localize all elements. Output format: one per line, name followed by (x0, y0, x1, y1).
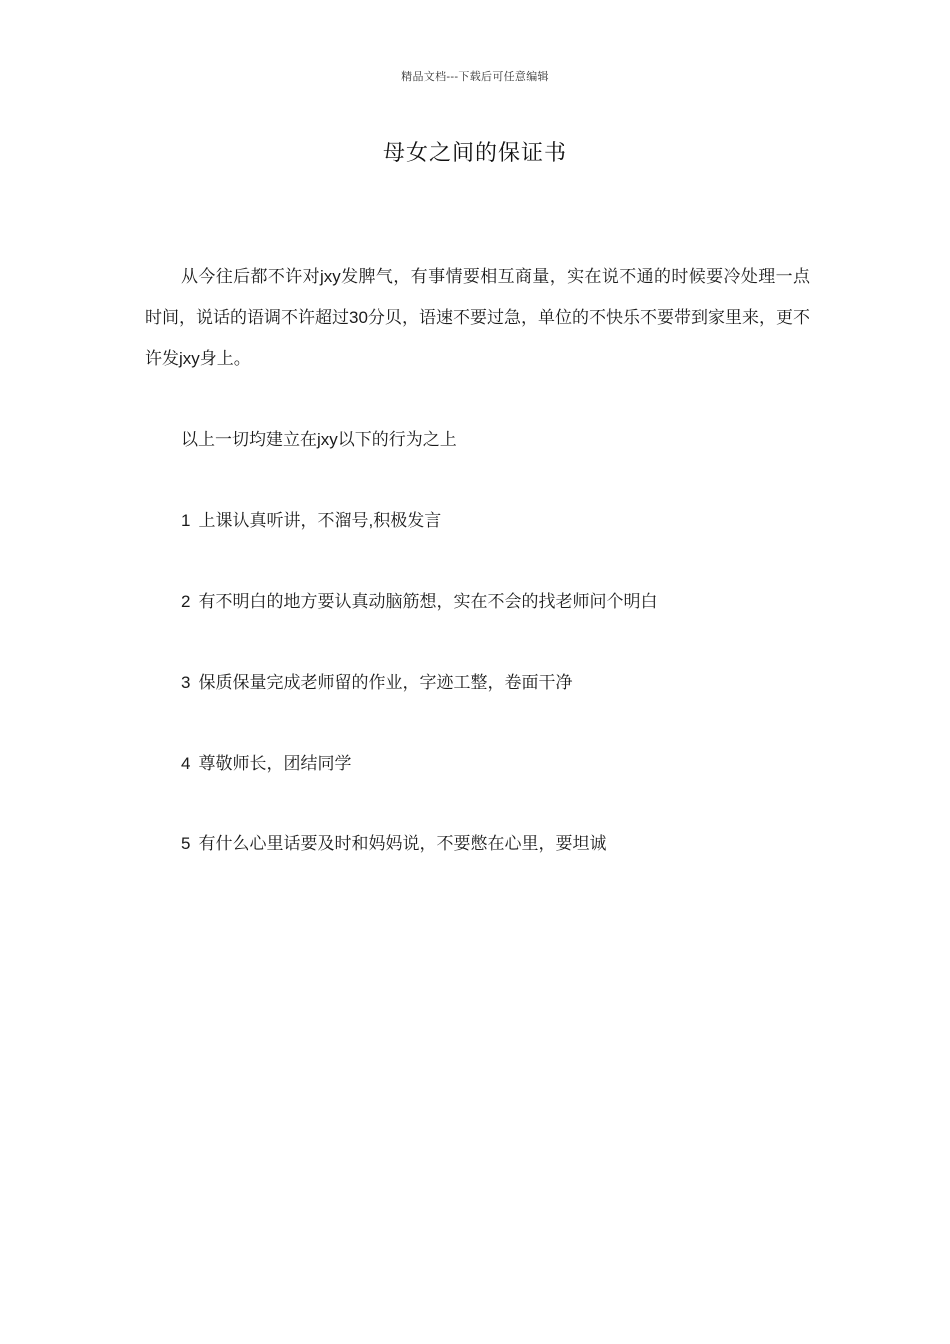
item-text: 保质保量完成老师留的作业，字迹工整，卷面干净 (198, 673, 573, 692)
list-item (181, 509, 811, 533)
list-item (181, 671, 811, 695)
item-number: 4 (181, 754, 191, 773)
header-note: 精品文档---下载后可任意编辑 (401, 70, 549, 83)
intro-paragraph: 从今往后都不许对jxy发脾气，有事情要相互商量，实在说不通的时候要冷处理一点时间，说话的语调不许超过30分贝，语速不要过急，单位的不快乐不要带到家里来，更不许发jxy身上。 (145, 267, 810, 368)
list-item (181, 832, 811, 856)
item-text: 有什么心里话要及时和妈妈说，不要憋在心里，要坦诚 (198, 834, 607, 853)
item-number: 2 (181, 592, 191, 611)
item-text: 有不明白的地方要认真动脑筋想，实在不会的找老师问个明白 (198, 592, 658, 611)
item-number: 1 (181, 511, 191, 530)
item-text: 上课认真听讲，不溜号,积极发言 (198, 511, 442, 530)
list-item (181, 752, 811, 776)
list-item (181, 590, 811, 614)
item-number: 5 (181, 834, 191, 853)
document-title: 母女之间的保证书 (382, 141, 567, 166)
item-number: 3 (181, 673, 191, 692)
item-text: 尊敬师长，团结同学 (198, 754, 352, 773)
condition-paragraph: 以上一切均建立在jxy以下的行为之上 (181, 430, 457, 449)
